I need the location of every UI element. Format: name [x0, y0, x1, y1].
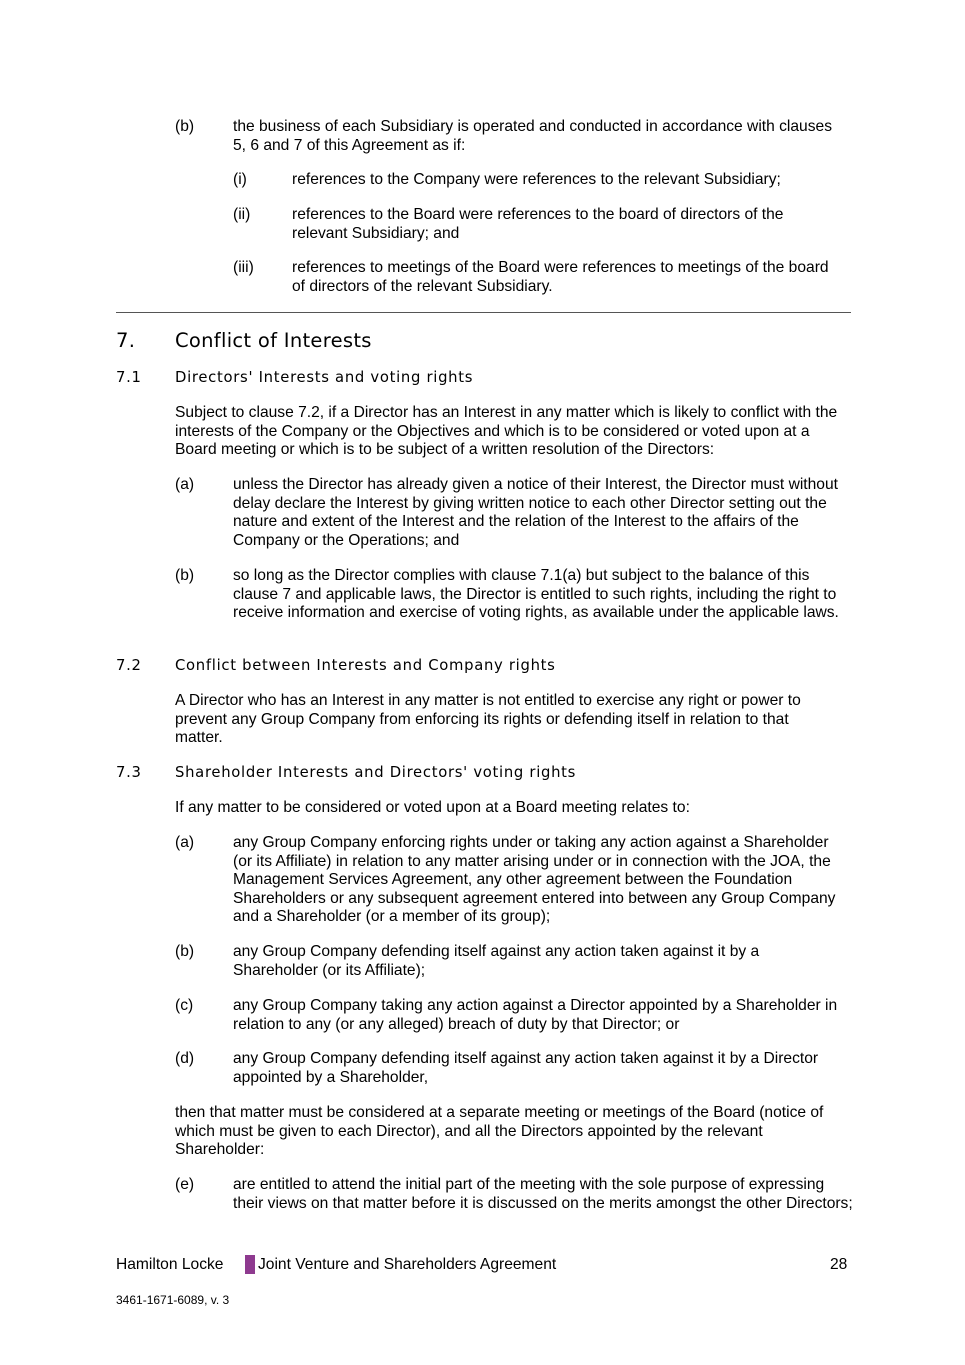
subclause-label-ii: (ii): [233, 206, 251, 223]
clause-7-3-text-d: any Group Company defending itself against any action taken against it by a Director appointed by a Shareholder,: [233, 1050, 819, 1086]
clause-7-2-body: A Director who has an Interest in any matter is not entitled to exercise any right or power to prevent any Group Company from enforcing its rights or defending itself in relation to that matter.: [175, 692, 801, 747]
footer-firm-name: Hamilton Locke: [116, 1256, 224, 1273]
clause-heading-7-3: Shareholder Interests and Directors' voting rights: [175, 764, 577, 781]
section-title: Conflict of Interests: [175, 329, 372, 352]
clause-label-b: (b): [175, 118, 195, 135]
clause-heading-7-1: Directors' Interests and voting rights: [175, 369, 474, 386]
clause-text-b: the business of each Subsidiary is operated and conducted in accordance with clauses 5, 6 and 7 of this Agreement as if:: [233, 118, 832, 154]
section-number: 7.: [116, 329, 136, 352]
clause-7-1-text-b: so long as the Director complies with clause 7.1(a) but subject to the balance of this clause 7 and applicable laws, the Director is entitled to such rights, including the right to receive information and exercise of voting rights, as available under the applicable laws.: [233, 567, 839, 622]
section-divider: [116, 312, 851, 313]
clause-7-3-text-c: any Group Company taking any action against a Director appointed by a Shareholder in relation to any (or any alleged) breach of duty by that Director; or: [233, 997, 838, 1033]
footer-document-title: Joint Venture and Shareholders Agreement: [258, 1256, 557, 1273]
clause-7-3-label-d: (d): [175, 1050, 195, 1067]
clause-7-3-intro: If any matter to be considered or voted upon at a Board meeting relates to:: [175, 799, 690, 816]
clause-number-7-3: 7.3: [116, 764, 142, 781]
clause-7-1-label-b: (b): [175, 567, 195, 584]
page-number: 28: [830, 1256, 848, 1273]
subclause-text-ii: references to the Board were references to the board of directors of the relevant Subsidiary; and: [292, 206, 784, 242]
clause-7-3-label-e: (e): [175, 1176, 195, 1193]
clause-7-3-text-e: are entitled to attend the initial part of the meeting with the sole purpose of expressing their views on that matter before it is discussed on the merits amongst the other Directors;: [233, 1176, 853, 1212]
clause-7-1-text-a: unless the Director has already given a notice of their Interest, the Director must without delay declare the Interest by giving written notice to each other Director setting out the nature and extent of the Interest and the relation of the Interest to the affairs of the Company or the Operations; and: [233, 476, 838, 549]
clause-7-1-label-a: (a): [175, 476, 195, 493]
clause-7-3-label-b: (b): [175, 943, 195, 960]
subclause-text-i: references to the Company were references to the relevant Subsidiary;: [292, 171, 781, 188]
clause-7-3-text-b: any Group Company defending itself against any action taken against it by a Shareholder (or its Affiliate);: [233, 943, 760, 979]
clause-heading-7-2: Conflict between Interests and Company rights: [175, 657, 556, 674]
subclause-text-iii: references to meetings of the Board were references to meetings of the board of directors of the relevant Subsidiary.: [292, 259, 829, 295]
document-id: 3461-1671-6089, v. 3: [116, 1293, 230, 1307]
clause-number-7-1: 7.1: [116, 369, 142, 386]
clause-7-1-intro: Subject to clause 7.2, if a Director has an Interest in any matter which is likely to conflict with the interests of the Company or the Objectives and which is to be considered or voted upon at a Board meeting or which is to be subject of a written resolution of the Directors:: [175, 404, 838, 459]
footer-accent-bar: [245, 1255, 255, 1274]
clause-7-3-label-a: (a): [175, 834, 195, 851]
subclause-label-iii: (iii): [233, 259, 254, 276]
subclause-label-i: (i): [233, 171, 247, 188]
clause-number-7-2: 7.2: [116, 657, 142, 674]
clause-7-3-label-c: (c): [175, 997, 194, 1014]
clause-7-3-text-a: any Group Company enforcing rights under or taking any action against a Shareholder (or its Affiliate) in relation to any matter arising under or in connection with the JOA, the Management Services Agreement, any other agreement between the Foundation Shareholders or any subsequent agreement entered into between any Group Company and a Shareholder (or a member of its group);: [233, 834, 836, 926]
clause-7-3-then: then that matter must be considered at a separate meeting or meetings of the Board (notice of which must be given to each Director), and all the Directors appointed by the relevant Shareholder:: [175, 1104, 824, 1159]
